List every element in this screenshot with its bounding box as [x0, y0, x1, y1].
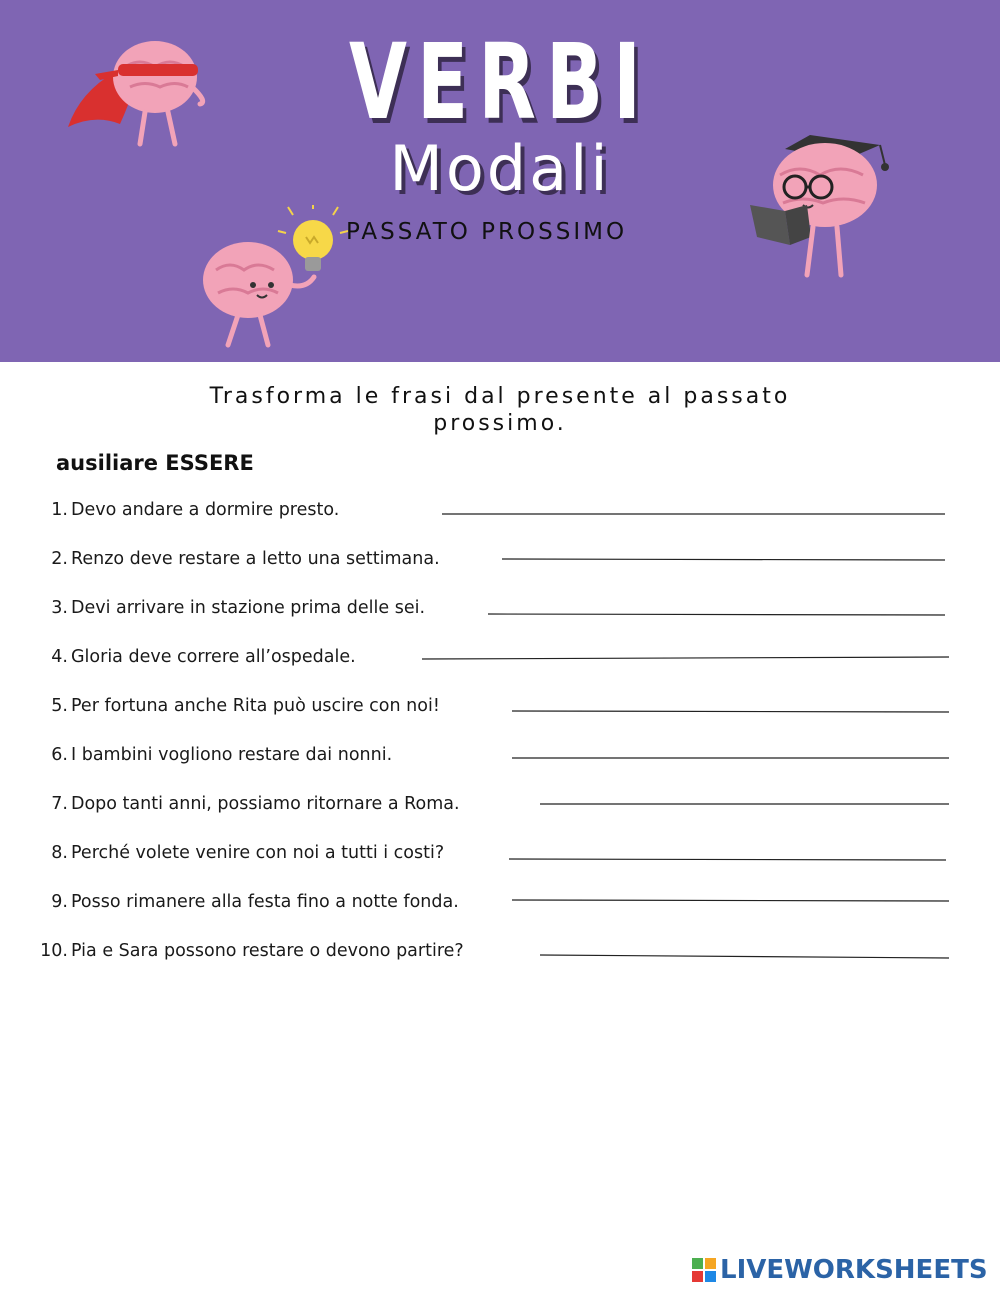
exercise-number: 10.	[40, 941, 68, 961]
title-verbi: VERBI	[348, 21, 652, 143]
answer-line-stroke	[422, 657, 949, 659]
answer-line-stroke	[512, 711, 949, 712]
header-banner	[0, 0, 1000, 362]
exercise-item	[0, 941, 1000, 965]
exercise-number: 6.	[51, 745, 68, 765]
logo-text: LIVEWORKSHEETS	[720, 1255, 988, 1285]
exercise-sentence: Gloria deve correre all’ospedale.	[71, 647, 356, 667]
exercise-item	[0, 598, 1000, 622]
exercise-number: 5.	[51, 696, 68, 716]
exercise-sentence: Devi arrivare in stazione prima delle sei.	[71, 598, 426, 618]
exercise-number: 3.	[51, 598, 68, 618]
exercise-number: 2.	[51, 549, 68, 569]
section-title: ausiliare ESSERE	[56, 451, 254, 475]
liveworksheets-logo-icon	[692, 1258, 716, 1282]
exercise-sentence: I bambini vogliono restare dai nonni.	[71, 745, 393, 765]
answer-line[interactable]	[0, 696, 1000, 720]
exercise-number: 9.	[51, 892, 68, 912]
answer-line-stroke	[512, 900, 949, 901]
exercise-sentence: Renzo deve restare a letto una settimana.	[71, 549, 440, 569]
exercise-item	[0, 794, 1000, 818]
answer-line[interactable]	[0, 549, 1000, 573]
answer-line-stroke	[540, 955, 949, 958]
instruction-text	[120, 383, 880, 437]
exercise-sentence: Perché volete venire con noi a tutti i costi?	[71, 843, 445, 863]
exercise-sentence: Pia e Sara possono restare o devono partire?	[71, 941, 464, 961]
answer-line[interactable]	[0, 843, 1000, 867]
graduate-brain-icon	[745, 125, 895, 285]
exercise-sentence: Per fortuna anche Rita può uscire con noi!	[71, 696, 440, 716]
exercise-number: 8.	[51, 843, 68, 863]
exercise-number: 4.	[51, 647, 68, 667]
tense-label: PASSATO PROSSIMO	[346, 219, 628, 245]
exercise-item	[0, 696, 1000, 720]
answer-line-stroke	[502, 559, 945, 560]
exercise-number: 1.	[51, 500, 68, 520]
answer-line-stroke	[488, 614, 945, 615]
idea-brain-icon	[198, 205, 348, 355]
instruction-line-2: prossimo.	[433, 411, 567, 436]
answer-line[interactable]	[0, 941, 1000, 965]
answer-line[interactable]	[0, 647, 1000, 671]
liveworksheets-logo	[692, 1254, 988, 1286]
answer-line[interactable]	[0, 500, 1000, 524]
exercise-item	[0, 892, 1000, 916]
exercise-number: 7.	[51, 794, 68, 814]
answer-line-stroke	[509, 859, 946, 860]
instruction-line-1: Trasforma le frasi dal presente al passato	[209, 384, 791, 409]
exercise-item	[0, 549, 1000, 573]
exercise-sentence: Devo andare a dormire presto.	[71, 500, 340, 520]
exercise-item	[0, 500, 1000, 524]
exercise-item	[0, 745, 1000, 769]
answer-line[interactable]	[0, 745, 1000, 769]
title-modali: Modali	[389, 132, 611, 205]
exercise-sentence: Dopo tanti anni, possiamo ritornare a Roma.	[71, 794, 460, 814]
exercise-item	[0, 647, 1000, 671]
answer-line[interactable]	[0, 794, 1000, 818]
answer-line[interactable]	[0, 892, 1000, 916]
answer-line[interactable]	[0, 598, 1000, 622]
exercise-sentence: Posso rimanere alla festa fino a notte fonda.	[71, 892, 459, 912]
exercise-item	[0, 843, 1000, 867]
